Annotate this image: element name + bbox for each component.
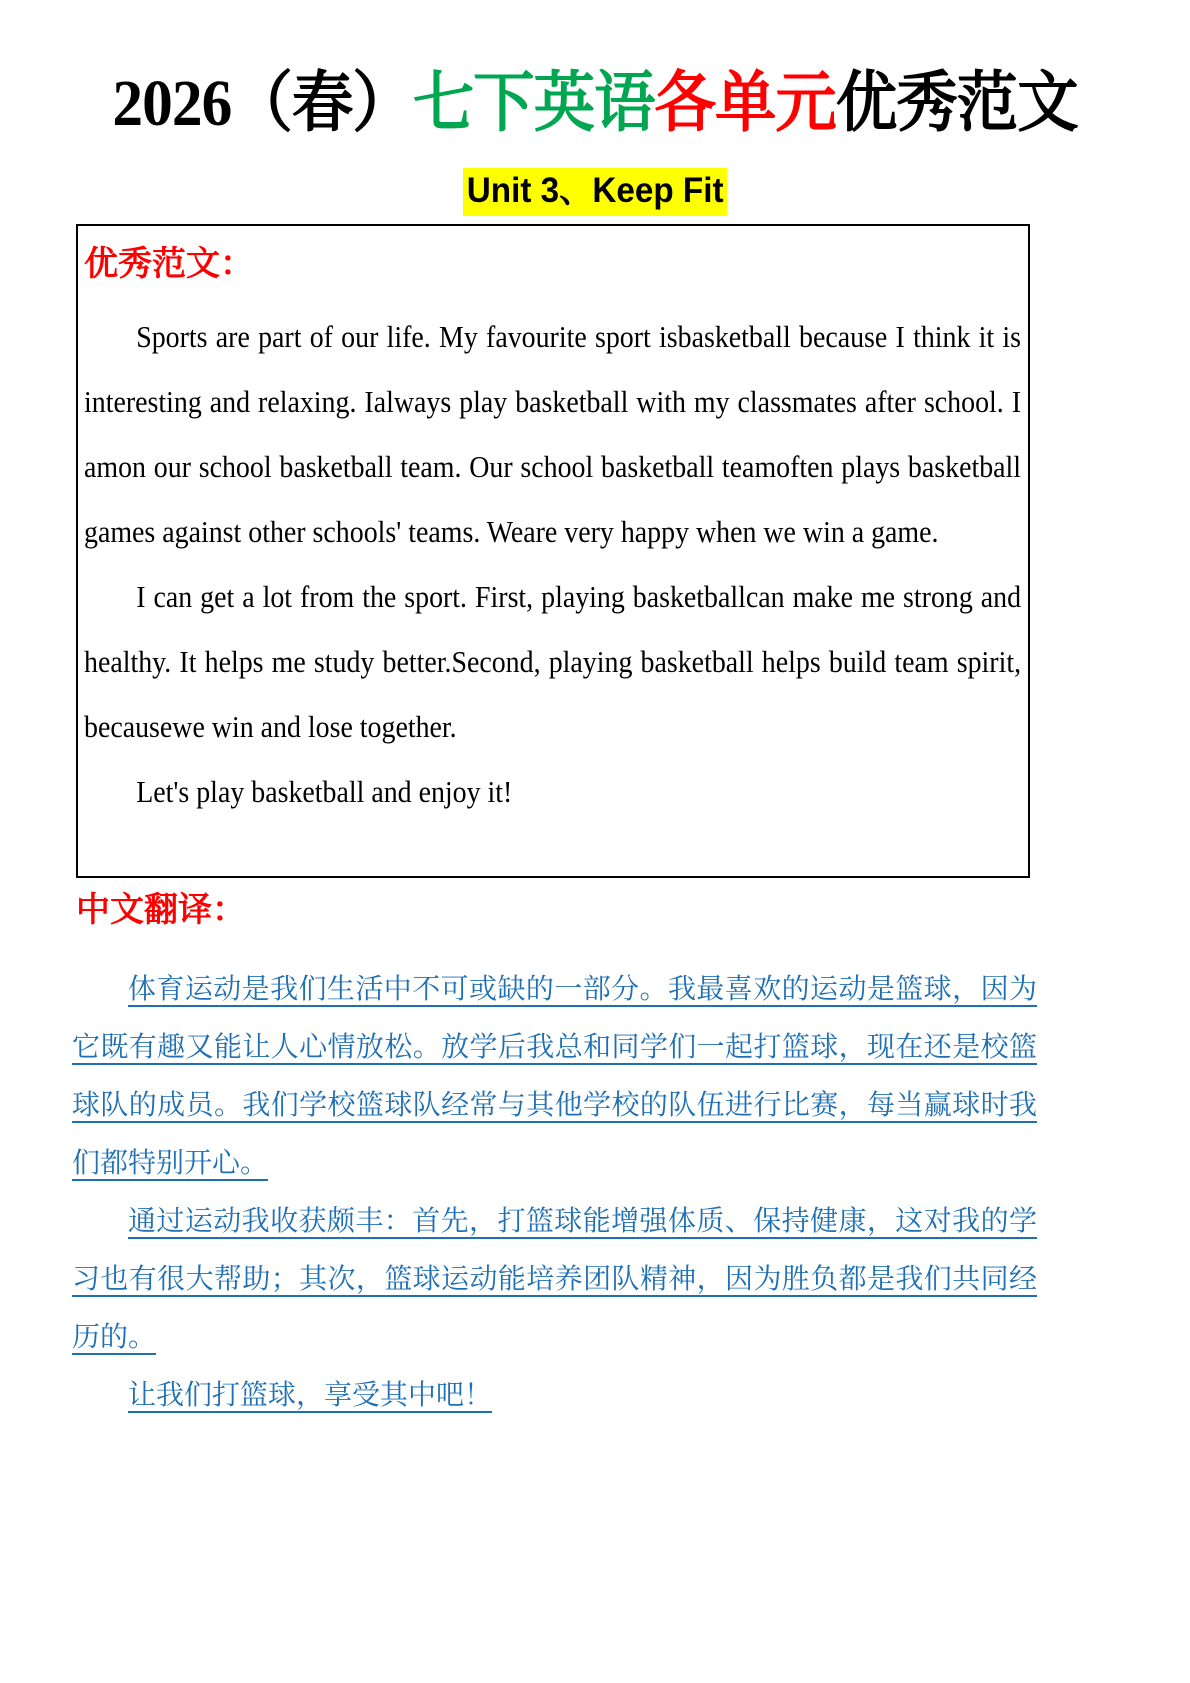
essay-paragraph: Let's play basketball and enjoy it! xyxy=(136,774,513,809)
translation-heading: 中文翻译： xyxy=(76,891,246,929)
unit-title: Unit 3、Keep Fit xyxy=(463,168,727,216)
essay-box xyxy=(76,224,1030,878)
translation-paragraph xyxy=(72,1366,1037,1424)
unit-subtitle-row xyxy=(0,168,1190,216)
title-part-year: 2026（春） xyxy=(112,67,413,140)
essay-body xyxy=(84,304,1022,824)
translation-paragraph-text: 让我们打篮球，享受其中吧！ xyxy=(128,1379,493,1410)
translation-paragraph xyxy=(72,1192,1037,1366)
translation-paragraph-text: 体育运动是我们生活中不可或缺的一部分。我最喜欢的运动是篮球，因为它既有趣又能让人心情放松。放学后我总和同学们一起打篮球，现在还是校篮球队的成员。我们学校篮球队经常与其他学校的队伍进行比赛，每当赢球时我们都特别开心。 xyxy=(72,973,1037,1178)
title-part-subject: 七下英语 xyxy=(412,67,655,140)
translation-paragraph xyxy=(72,960,1037,1192)
essay-paragraph: I can get a lot from the sport. First, playing basketballcan make me strong and healthy. It helps me study better.Second, playing basketball helps build team spirit, becausewe win and lose together. xyxy=(84,579,1022,744)
title-part-essays: 优秀范文 xyxy=(835,67,1078,140)
title-part-units: 各单元 xyxy=(654,67,836,140)
page-title xyxy=(42,62,1149,146)
translation-paragraph-text: 通过运动我收获颇丰：首先，打篮球能增强体质、保持健康，这对我的学习也有很大帮助；其次，篮球运动能培养团队精神，因为胜负都是我们共同经历的。 xyxy=(72,1205,1037,1352)
translation-body xyxy=(72,960,1037,1424)
essay-heading: 优秀范文： xyxy=(84,245,254,283)
essay-paragraph: Sports are part of our life. My favourite sport isbasketball because I think it is interesting and relaxing. Ialways play basketball with my classmates after school. I amon our school basketball team. Our school basketball teamoften plays basketball games against other schools' teams. Weare very happy when we win a game. xyxy=(84,319,1022,549)
